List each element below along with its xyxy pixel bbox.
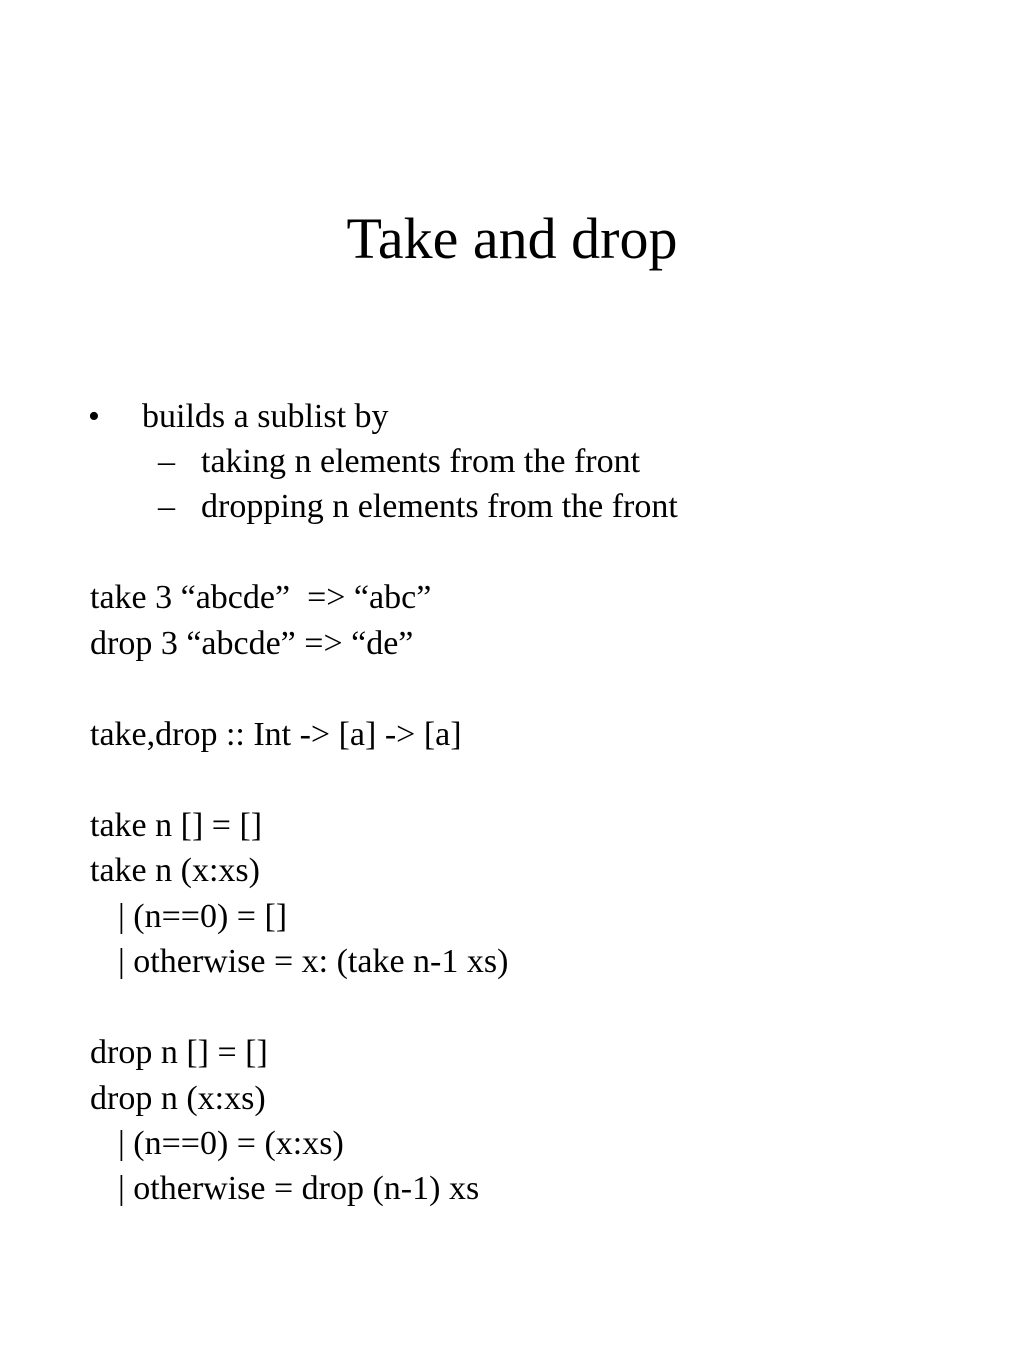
drop-def-line: drop n (x:xs) <box>90 1080 266 1117</box>
take-guard-line: | otherwise = x: (take n-1 xs) <box>118 943 509 980</box>
dash-icon: – <box>158 443 175 480</box>
bullet-text: builds a sublist by <box>142 398 389 435</box>
type-signature: take,drop :: Int -> [a] -> [a] <box>90 716 462 753</box>
drop-def-line: drop n [] = [] <box>90 1034 268 1071</box>
slide-title: Take and drop <box>346 206 678 271</box>
bullet-icon: • <box>88 398 100 435</box>
example-take: take 3 “abcde” => “abc” <box>90 579 432 616</box>
take-guard-line: | (n==0) = [] <box>118 898 288 935</box>
drop-guard-line: | (n==0) = (x:xs) <box>118 1125 344 1162</box>
take-def-line: take n [] = [] <box>90 807 263 844</box>
drop-guard-line: | otherwise = drop (n-1) xs <box>118 1170 480 1207</box>
take-def-line: take n (x:xs) <box>90 852 260 889</box>
sub-bullet-taking: taking n elements from the front <box>201 443 641 480</box>
dash-icon: – <box>158 488 175 525</box>
example-drop: drop 3 “abcde” => “de” <box>90 625 414 662</box>
sub-bullet-dropping: dropping n elements from the front <box>201 488 678 525</box>
